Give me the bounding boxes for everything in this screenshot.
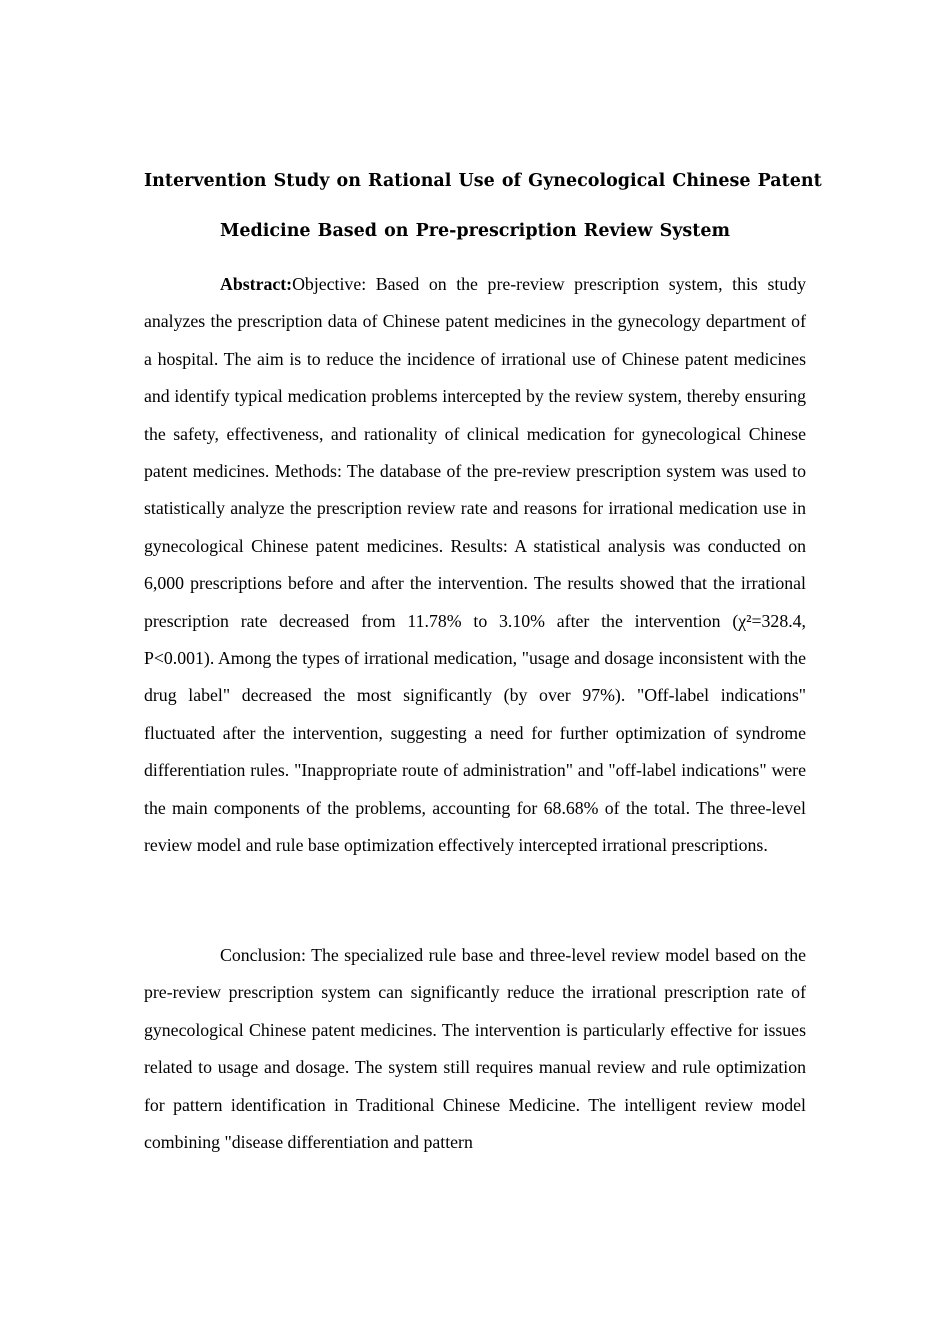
abstract-text: Objective: Based on the pre-review prescription system, this study analyzes the prescription data of Chinese patent medicines in the gynecology department of a hospital. The aim is to reduce the incidence of irrational use of Chinese patent medicines and identify typical medication problems intercepted by the review system, thereby ensuring the safety, effectiveness, and rationality of clinical medication for gynecological Chinese patent medicines. Methods: The database of the pre-review prescription system was used to statistically analyze the prescription review rate and reasons for irrational medication use in gynecological Chinese patent medicines. Results: A statistical analysis was conducted on 6,000 prescriptions before and after the intervention. The results showed that the irrational prescription rate decreased from 11.78% to 3.10% after the intervention (χ²=328.4, P<0.001). Among the types of irrational medication, "usage and dosage inconsistent with the drug label" decreased the most significantly (by over 97%). "Off-label indications" fluctuated after the intervention, suggesting a need for further optimization of syndrome differentiation rules. "Inappropriate route of administration" and "off-label indications" were the main components of the problems, accounting for 68.68% of the total. The three-level review model and rule base optimization effectively intercepted irrational prescriptions. bbox=[144, 274, 806, 856]
conclusion-text: Conclusion: The specialized rule base and three-level review model based on the pre-review prescription system can significantly reduce the irrational prescription rate of gynecological Chinese patent medicines. The intervention is particularly effective for issues related to usage and dosage. The system still requires manual review and rule optimization for pattern identification in Traditional Chinese Medicine. The intelligent review model combining "disease differentiation and pattern bbox=[144, 945, 806, 1153]
paper-title-line-2: Medicine Based on Pre-prescription Review System bbox=[220, 221, 730, 241]
abstract-paragraph bbox=[144, 266, 806, 865]
abstract-label: Abstract: bbox=[220, 274, 293, 294]
conclusion-paragraph bbox=[144, 937, 806, 1161]
paper-title-line-1: Intervention Study on Rational Use of Gynecological Chinese Patent bbox=[144, 171, 822, 191]
